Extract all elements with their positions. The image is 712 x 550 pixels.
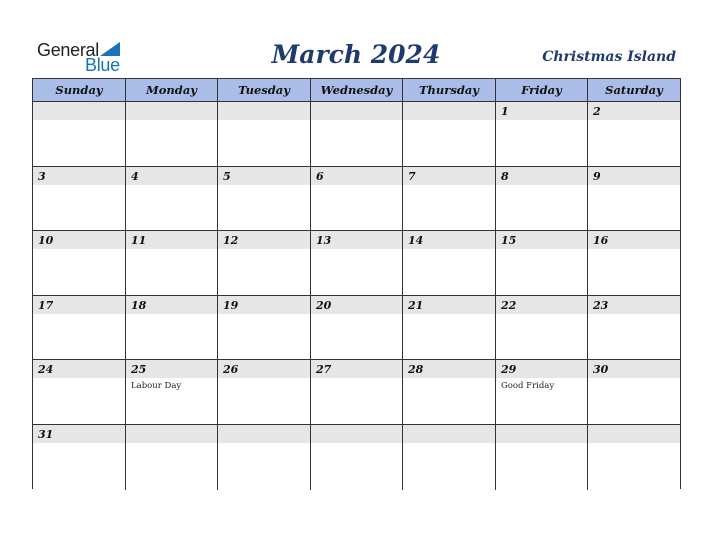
day-cell [311,102,403,167]
day-number-band [496,167,587,185]
day-cell [588,360,680,425]
logo-text-general: General [37,40,99,60]
day-cell [496,231,588,296]
day-cell [403,425,496,490]
day-number: 30 [593,363,609,377]
day-number-band [496,425,587,443]
region-label: Christmas Island [542,49,676,65]
day-number: 11 [131,234,147,248]
calendar-title: March 2024 [271,40,441,69]
day-cell [126,296,218,361]
day-number: 25 [131,363,147,377]
day-number: 15 [501,234,517,248]
day-cell [403,102,496,167]
day-cell [311,360,403,425]
day-number: 22 [501,298,517,312]
weekday-header-friday: Friday [496,79,588,101]
day-number: 28 [408,363,424,377]
day-number-band [588,102,680,120]
calendar-grid [32,78,681,489]
day-number-band [311,102,402,120]
holiday-label: Labour Day [131,381,182,392]
weekday-header-sunday: Sunday [33,79,126,101]
day-cell [218,296,311,361]
day-cell [496,360,588,425]
day-cell [403,296,496,361]
day-number-band [311,167,402,185]
day-number: 3 [38,169,46,183]
day-number: 26 [223,363,239,377]
day-number: 7 [408,169,416,183]
day-number: 12 [223,234,239,248]
day-cell [403,231,496,296]
day-number: 10 [38,234,54,248]
day-number: 8 [501,169,509,183]
day-cell [33,102,126,167]
weekday-header-tuesday: Tuesday [218,79,311,101]
day-number-band [218,167,310,185]
day-cell [218,231,311,296]
day-cell [33,296,126,361]
day-cell [496,296,588,361]
day-cell [588,167,680,232]
day-number-band [496,102,587,120]
day-cell [588,425,680,490]
day-number-band [403,102,495,120]
day-number: 24 [38,363,54,377]
day-cell [126,102,218,167]
day-number-band [33,102,125,120]
weekday-header-row [33,79,680,102]
day-cell [496,167,588,232]
day-number-band [33,167,125,185]
day-number-band [218,102,310,120]
day-cell [33,231,126,296]
day-cell [218,360,311,425]
day-cell [126,425,218,490]
day-number: 18 [131,298,147,312]
day-cell [403,360,496,425]
day-number: 13 [316,234,332,248]
day-number-band [311,425,402,443]
day-number: 5 [223,169,231,183]
weekday-header-thursday: Thursday [403,79,496,101]
day-number: 1 [501,105,509,118]
day-cell [218,102,311,167]
day-number-band [126,425,217,443]
day-cell [496,102,588,167]
weekday-header-saturday: Saturday [605,83,663,97]
day-cell [588,296,680,361]
day-number-band [126,167,217,185]
day-number: 20 [316,298,332,312]
day-number: 17 [38,298,54,312]
day-cell [218,167,311,232]
day-number: 2 [593,105,601,118]
day-cell [218,425,311,490]
day-cell [126,167,218,232]
weekday-header-wednesday: Wednesday [311,79,403,101]
day-number-band [588,167,680,185]
day-number: 4 [131,169,139,183]
logo-text-blue: Blue [85,55,120,75]
day-number-band [126,102,217,120]
day-number: 23 [593,298,609,312]
day-cell [311,167,403,232]
day-number: 31 [38,428,54,441]
day-cell [126,360,218,425]
day-number-band [588,425,680,443]
holiday-label: Good Friday [501,381,555,392]
day-cell [33,360,126,425]
day-number: 19 [223,298,239,312]
day-number: 27 [316,363,332,377]
day-cell [311,296,403,361]
day-cell [126,231,218,296]
day-cell [33,425,126,490]
day-cell [403,167,496,232]
day-number: 29 [501,363,517,377]
weekday-header-monday: Monday [126,79,218,101]
day-cell [311,231,403,296]
day-number: 16 [593,234,609,248]
day-number-band [218,425,310,443]
day-cell [588,231,680,296]
day-number-band [403,425,495,443]
day-cell [496,425,588,490]
day-cell [33,167,126,232]
day-number: 6 [316,169,324,183]
day-number: 14 [408,234,424,248]
day-number: 21 [408,298,424,312]
day-cell [311,425,403,490]
day-number: 9 [593,169,601,183]
day-cell [588,102,680,167]
day-number-band [403,167,495,185]
